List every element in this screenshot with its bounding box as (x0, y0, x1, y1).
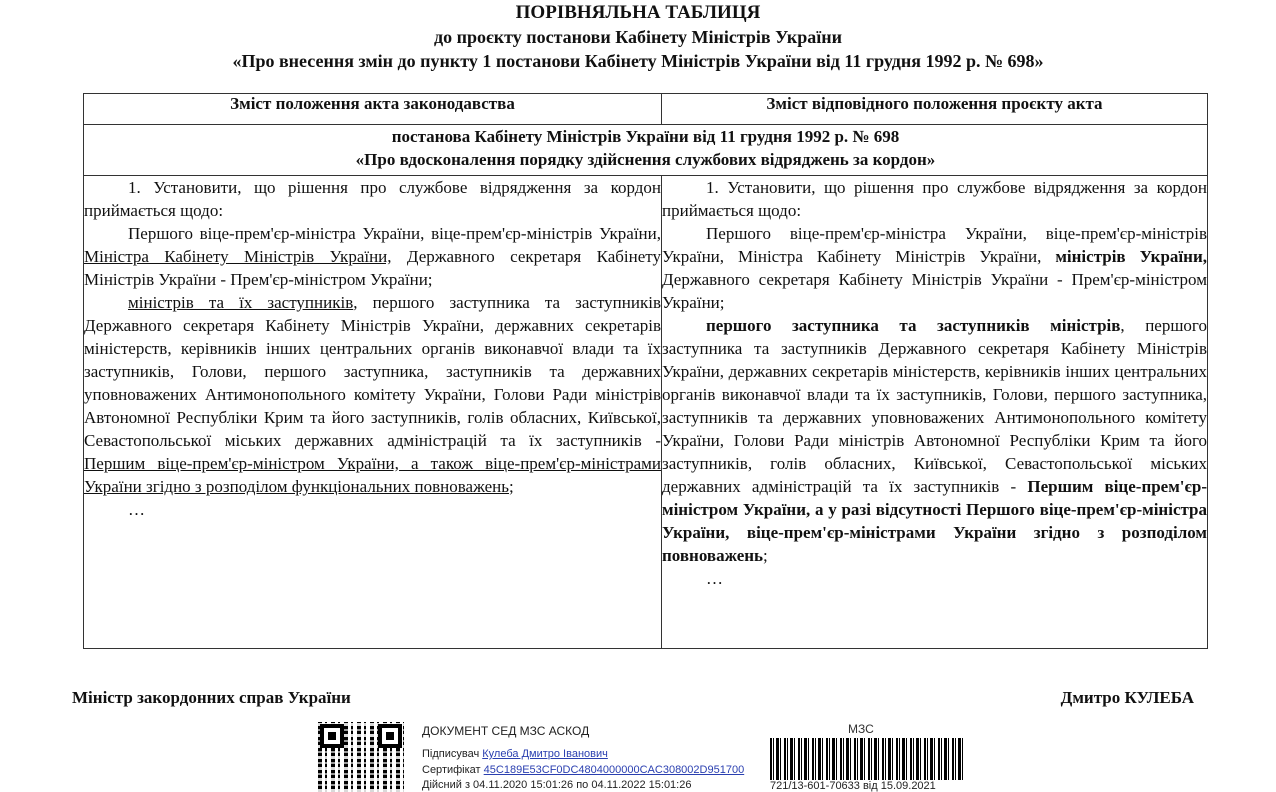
column-header-proposed: Зміст відповідного положення проєкту акта (662, 94, 1208, 125)
current-paragraph-2 (84, 222, 661, 291)
barcode (770, 738, 966, 780)
current-p2-rest: Державного секретаря Кабінету Міністрів України - Прем'єр-міністром України; (84, 247, 661, 289)
current-text-cell (84, 176, 662, 649)
proposed-paragraph-3 (662, 314, 1207, 567)
proposed-p3-bold: першого заступника та заступників міністрів (706, 316, 1121, 335)
act-reference (84, 125, 1208, 176)
current-p3-text: , першого заступника та заступників Державного секретаря Кабінету Міністрів України, державних секретарів міністерств, керівників інших центральних органів виконавчої влади та їх заступників, Голови, першого заступника, заступників та державних уповноважених Антимонопольного комітету України, Голови Ради міністрів Автономної Республіки Крим та його заступників, голів обласних, Київської, Севастопольської міських державних адміністрацій та їх заступників - (84, 293, 661, 450)
document-title: ПОРІВНЯЛЬНА ТАБЛИЦЯ (515, 2, 761, 23)
proposed-p3-text: , першого заступника та заступників Державного секретаря Кабінету Міністрів України, державних секретарів міністерств, керівників інших центральних органів виконавчої влади та їх заступників, Голови, першого заступника, заступників та державних уповноважених Антимонопольного комітету України, Голови Ради міністрів Автономної Республіки Крим та його заступників, голів обласних, Київської, Севастопольської міських державних адміністрацій та їх заступників - (662, 316, 1207, 496)
comparison-table (83, 93, 1208, 649)
proposed-p2-text: Першого віце-прем'єр-міністра України, віце-прем'єр-міністрів України, Міністра Кабінету Міністрів України, (662, 224, 1207, 266)
stamp-signer-label: Підписувач (422, 748, 480, 760)
stamp-signer-name: Кулеба Дмитро Іванович (482, 748, 608, 760)
current-ellipsis: … (128, 500, 145, 519)
stamp-validity: Дійсний з 04.11.2020 15:01:26 по 04.11.2022 15:01:26 (422, 779, 692, 791)
proposed-p2-rest: Державного секретаря Кабінету Міністрів України - Прем'єр-міністром України; (662, 270, 1207, 312)
stamp-title: ДОКУМЕНТ СЕД МЗС АСКОД (422, 724, 590, 738)
proposed-paragraph-2 (662, 222, 1207, 314)
qr-code (318, 722, 404, 792)
proposed-paragraph-1: 1. Установити, що рішення про службове відрядження за кордон приймається щодо: (662, 178, 1207, 220)
current-p3-end: ; (508, 477, 514, 496)
current-paragraph-3 (84, 291, 661, 498)
signatory-position: Міністр закордонних справ України (72, 688, 351, 707)
current-p3-underlined-2: Першим віце-прем'єр-міністром України, а також віце-прем'єр-міністрами України згідно з розподілом функціональних повноважень (84, 454, 661, 496)
document-subtitle: до проєкту постанови Кабінету Міністрів України (434, 27, 842, 47)
proposed-ellipsis: … (706, 569, 723, 588)
proposed-p2-bold: міністрів України, (1055, 247, 1207, 266)
document-subject: «Про внесення змін до пункту 1 постанови Кабінету Міністрів України від 11 грудня 1992 р. № 698» (232, 51, 1044, 71)
current-p2-text: Першого віце-прем'єр-міністра України, віце-прем'єр-міністрів України, (128, 224, 661, 243)
act-reference-line2: «Про вдосконалення порядку здійснення службових відряджень за кордон» (355, 150, 936, 169)
proposed-p3-end: ; (763, 546, 768, 565)
proposed-text-cell (662, 176, 1208, 649)
stamp-certificate (422, 764, 744, 776)
column-header-current: Зміст положення акта законодавства (84, 94, 662, 125)
current-paragraph-1: 1. Установити, що рішення про службове відрядження за кордон приймається щодо: (84, 178, 661, 220)
act-reference-line1: постанова Кабінету Міністрів України від 11 грудня 1992 р. № 698 (391, 127, 900, 146)
stamp-signer (422, 748, 608, 760)
stamp-cert-label: Сертифікат (422, 764, 481, 776)
proposed-p3-bold-2: Першим віце-прем'єр-міністром України, а у разі відсутності Першого віце-прем'єр-міністра України, віце-прем'єр-міністрами України згідно з розподілом повноважень (662, 477, 1207, 565)
qr-finder-pattern (378, 724, 402, 748)
current-p3-underlined: міністрів та їх заступників (128, 293, 354, 312)
registration-number: 721/13-601-70633 від 15.09.2021 (770, 780, 936, 792)
qr-finder-pattern (320, 724, 344, 748)
signatory-name: Дмитро КУЛЕБА (1060, 688, 1194, 707)
stamp-cert-id: 45C189E53CF0DC4804000000CAC308002D951700 (483, 764, 745, 776)
barcode-label: МЗС (848, 722, 874, 736)
current-p2-underlined: Міністра Кабінету Міністрів України, (84, 247, 392, 266)
